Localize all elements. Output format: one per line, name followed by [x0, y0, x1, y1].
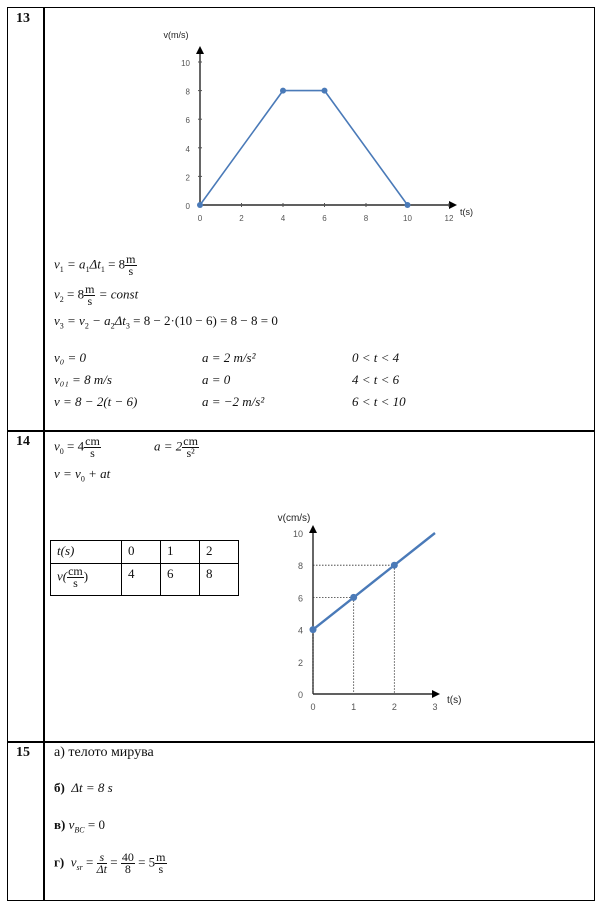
- row-number: 14: [16, 434, 30, 449]
- row-divider: [7, 741, 595, 743]
- answer-b: б) Δt = 8 s: [54, 780, 113, 795]
- y-tick-label: 10: [292, 529, 303, 539]
- table-cell: 2: [200, 541, 239, 564]
- table-cell: 4: [122, 564, 161, 596]
- x-tick-label: 4: [280, 214, 286, 223]
- x-tick-label: 0: [310, 702, 316, 712]
- row-number: 13: [16, 11, 30, 26]
- x-tick-label: 2: [239, 214, 244, 223]
- x-axis-label: t(s): [447, 695, 462, 706]
- y-axis-arrow-icon: [196, 46, 204, 54]
- y-tick-label: 8: [297, 561, 303, 572]
- y-tick-label: 6: [185, 116, 190, 126]
- x-axis-arrow-icon: [449, 201, 457, 209]
- equation-velocity-formula: $v = v_0$ + at: [54, 466, 111, 484]
- y-tick-label: 0: [185, 202, 190, 211]
- x-tick-label: 0: [197, 214, 203, 223]
- case-acceleration: a = 2 m/s²: [202, 350, 256, 365]
- y-axis-arrow-icon: [309, 525, 317, 533]
- table-header-velocity: v( $\frac{cm}{s}$ ): [51, 564, 122, 596]
- data-point: [310, 626, 317, 633]
- x-tick-label: 2: [391, 702, 397, 712]
- x-tick-label: 3: [432, 702, 438, 712]
- series-line: [200, 91, 408, 205]
- case-velocity: v₀₁ = 8 m/s: [54, 372, 112, 387]
- velocity-time-chart-14: [0, 490, 602, 720]
- equation-v1: $v_1 = a_1\Delta t_1 = 8$ $\frac{m}{s}$: [54, 252, 136, 278]
- answer-a: а) телото мирува: [54, 745, 154, 760]
- table-cell: 0: [122, 541, 161, 564]
- x-tick-label: 8: [363, 214, 369, 223]
- velocity-time-chart-13: [0, 0, 602, 240]
- case-acceleration: a = 0: [202, 372, 231, 387]
- data-point: [391, 562, 398, 569]
- x-tick-label: 6: [322, 214, 327, 223]
- row-divider: [7, 430, 595, 432]
- y-axis-label: v(cm/s): [277, 513, 311, 524]
- row-number: 15: [16, 745, 30, 760]
- table-header-time: t(s): [51, 541, 122, 564]
- x-tick-label: 10: [403, 214, 412, 223]
- equation-v2: $v_2 = 8$ $\frac{m}{s}$ = const: [54, 282, 139, 308]
- case-velocity: v₀ = 0: [54, 350, 87, 365]
- data-point: [405, 202, 411, 208]
- y-tick-label: 0: [297, 690, 303, 700]
- data-point: [280, 88, 286, 94]
- table-cell: 6: [161, 564, 200, 596]
- y-tick-label: 10: [181, 59, 190, 68]
- y-tick-label: 4: [185, 144, 190, 154]
- x-axis-arrow-icon: [432, 690, 440, 698]
- equation-acceleration: a = 2 $\frac{cm}{\text{s²}}$: [154, 434, 198, 460]
- series-line: [313, 533, 435, 630]
- answer-d: г) $v_{sr}$ = $\frac{s}{\Delta t}$ = $\frac{40}{8}$ = 5 $\frac{m}{s}$: [54, 850, 166, 876]
- data-point: [350, 594, 357, 601]
- y-tick-label: 2: [297, 657, 303, 668]
- case-range: 0 < t < 4: [352, 350, 400, 365]
- y-tick-label: 8: [185, 87, 190, 97]
- data-point: [322, 88, 328, 94]
- table-cell: 8: [200, 564, 239, 596]
- equation-v0: $v_0 = 4$ $\frac{cm}{s}$: [54, 434, 100, 460]
- answer-c: в) $v_{BC} = 0$: [54, 817, 105, 835]
- y-tick-label: 6: [297, 593, 303, 604]
- data-point: [197, 202, 203, 208]
- table-cell: 1: [161, 541, 200, 564]
- case-range: 6 < t < 10: [352, 394, 406, 409]
- y-axis-label: v(m/s): [163, 30, 189, 40]
- y-tick-label: 4: [297, 625, 303, 636]
- case-range: 4 < t < 6: [352, 372, 400, 387]
- equation-v3: $v_3 = v_2 - a_2\Delta t_3 = 8 - 2\cdot(10 - 6) = 8 - 8 = 0$: [54, 313, 278, 331]
- case-acceleration: a = −2 m/s²: [202, 394, 265, 409]
- x-axis-label: t(s): [460, 207, 473, 217]
- y-tick-label: 2: [185, 173, 190, 183]
- x-tick-label: 12: [444, 214, 454, 223]
- x-tick-label: 1: [351, 702, 357, 712]
- case-velocity: v = 8 − 2(t − 6): [54, 394, 138, 409]
